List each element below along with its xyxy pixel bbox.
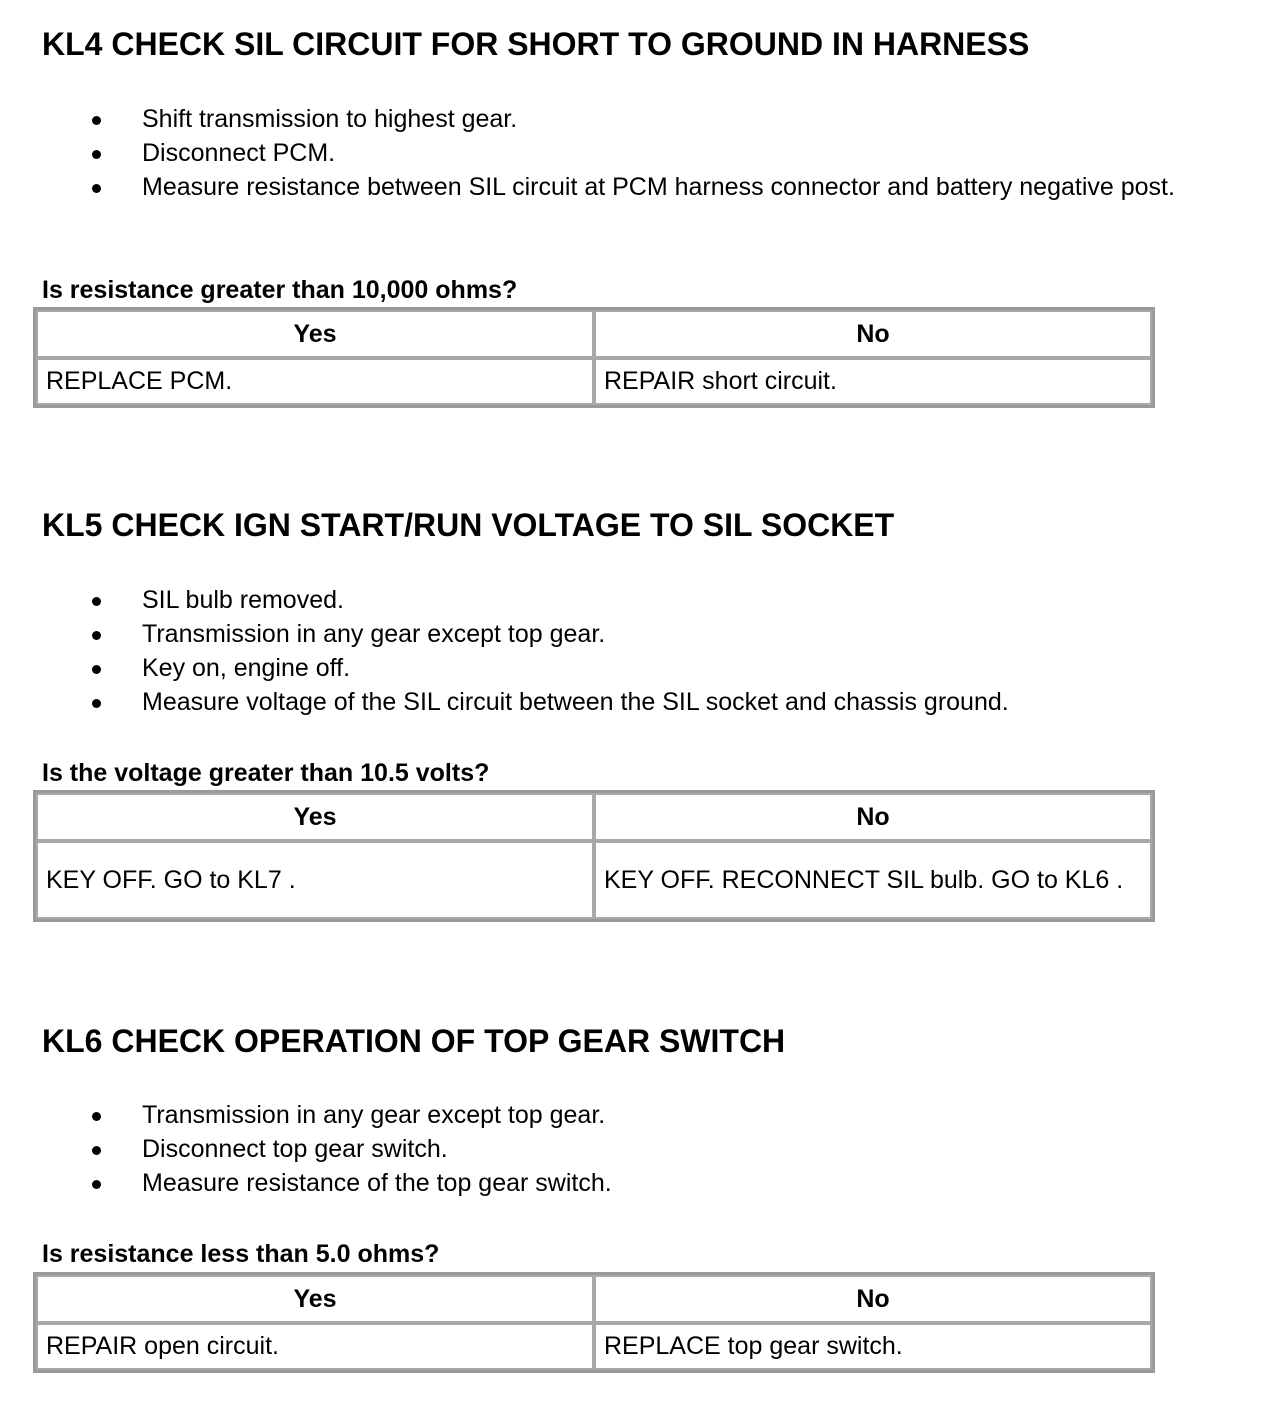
list-item [0,1167,1242,1200]
yes-action-cell: REPAIR open circuit. [36,1323,594,1370]
list-item [0,652,1242,685]
no-header: No [594,793,1152,841]
list-item [0,584,1242,617]
list-item [0,103,1242,136]
no-header: No [594,310,1152,358]
bullet-icon [92,597,101,606]
step-text: Measure voltage of the SIL circuit between the SIL socket and chassis ground. [142,688,1009,716]
decision-table [33,1272,1155,1373]
step-list [0,103,1242,205]
step-list [0,584,1242,720]
no-header: No [594,1275,1152,1323]
decision-question: Is resistance less than 5.0 ohms? [42,1240,440,1268]
step-text: Measure resistance between SIL circuit at PCM harness connector and battery negative post. [142,173,1175,201]
bullet-icon [92,1146,101,1155]
step-text: Disconnect PCM. [142,139,336,167]
decision-table [33,307,1155,408]
yes-header: Yes [36,793,594,841]
yes-action-cell: KEY OFF. GO to KL7 . [36,841,594,919]
decision-question: Is resistance greater than 10,000 ohms? [42,276,518,304]
step-text: Key on, engine off. [142,654,351,682]
decision-question: Is the voltage greater than 10.5 volts? [42,759,490,787]
bullet-icon [92,1180,101,1189]
yes-header: Yes [36,1275,594,1323]
table-header-row [36,793,1152,841]
yes-action-cell: REPLACE PCM. [36,358,594,405]
table-header-row [36,1275,1152,1323]
list-item [0,137,1242,170]
step-text: SIL bulb removed. [142,586,344,614]
table-row [36,841,1152,919]
list-item [0,686,1242,719]
section-heading: KL6 CHECK OPERATION OF TOP GEAR SWITCH [42,1023,786,1059]
bullet-icon [92,1112,101,1121]
list-item [0,171,1242,204]
bullet-icon [92,150,101,159]
section-heading: KL4 CHECK SIL CIRCUIT FOR SHORT TO GROUND IN HARNESS [42,26,1030,62]
step-text: Measure resistance of the top gear switch. [142,1169,612,1197]
step-text: Transmission in any gear except top gear. [142,1101,606,1129]
bullet-icon [92,631,101,640]
no-action-cell: KEY OFF. RECONNECT SIL bulb. GO to KL6 . [594,841,1152,919]
list-item [0,1133,1242,1166]
bullet-icon [92,665,101,674]
bullet-icon [92,699,101,708]
list-item [0,618,1242,651]
table-row [36,358,1152,405]
step-list [0,1099,1242,1201]
bullet-icon [92,116,101,125]
no-action-cell: REPAIR short circuit. [594,358,1152,405]
table-row [36,1323,1152,1370]
list-item [0,1099,1242,1132]
step-text: Shift transmission to highest gear. [142,105,518,133]
step-text: Transmission in any gear except top gear. [142,620,606,648]
decision-table [33,790,1155,922]
bullet-icon [92,184,101,193]
yes-header: Yes [36,310,594,358]
step-text: Disconnect top gear switch. [142,1135,448,1163]
no-action-cell: REPLACE top gear switch. [594,1323,1152,1370]
section-heading: KL5 CHECK IGN START/RUN VOLTAGE TO SIL SOCKET [42,507,895,543]
table-header-row [36,310,1152,358]
